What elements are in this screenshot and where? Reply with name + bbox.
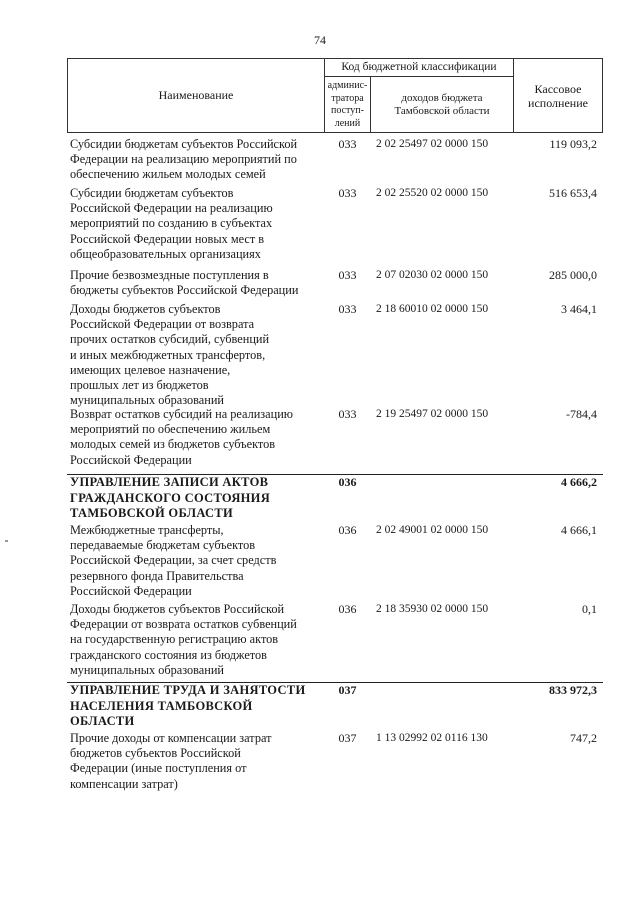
- row-amount: 4 666,2: [561, 475, 597, 489]
- row-name-line: УПРАВЛЕНИЕ ТРУДА И ЗАНЯТОСТИ: [70, 683, 306, 697]
- row-name-line: мероприятий по обеспечению жильем: [70, 422, 271, 437]
- row-name: [70, 683, 332, 730]
- row-amount: 4 666,1: [561, 523, 597, 537]
- header-admin: [324, 76, 371, 133]
- row-name-line: Прочие безвозмездные поступления в: [70, 268, 269, 282]
- row-name-line: гражданского состояния из бюджетов: [70, 647, 267, 662]
- header-cash-line: Кассовое: [534, 81, 582, 96]
- row-name: [70, 186, 332, 262]
- row-name: [70, 137, 332, 183]
- row-amount: 119 093,2: [549, 137, 597, 151]
- row-name-line: обеспечению жильем молодых семей: [70, 167, 266, 182]
- row-name-line: Доходы бюджетов субъектов: [70, 302, 221, 316]
- table-header: [67, 58, 603, 133]
- row-admin-code: 037: [338, 683, 357, 697]
- row-admin-code: 033: [338, 137, 357, 151]
- row-amount: 0,1: [582, 602, 597, 616]
- header-admin-line: поступ-: [331, 105, 364, 116]
- row-name-line: Российской Федерации, за счет средств: [70, 553, 277, 568]
- row-admin-code: 037: [338, 731, 357, 745]
- row-admin-code: 033: [338, 302, 357, 316]
- row-admin-code: 033: [338, 268, 357, 282]
- section-divider: [67, 474, 603, 475]
- row-name: [70, 268, 332, 298]
- row-amount: 833 972,3: [549, 683, 597, 697]
- row-income-code: 1 13 02992 02 0116 130: [376, 732, 488, 744]
- row-income-code: 2 19 25497 02 0000 150: [376, 408, 489, 420]
- row-name-line: ГРАЖДАНСКОГО СОСТОЯНИЯ: [70, 490, 271, 505]
- row-name-line: муниципальных образований: [70, 662, 224, 677]
- row-admin-code: 036: [338, 602, 357, 616]
- row-name-line: бюджеты субъектов Российской Федерации: [70, 283, 299, 298]
- row-name-line: Российской Федерации новых мест в: [70, 231, 265, 246]
- row-name-line: НАСЕЛЕНИЯ ТАМБОВСКОЙ: [70, 698, 253, 713]
- row-amount: 747,2: [570, 731, 597, 745]
- row-name-line: прошлых лет из бюджетов: [70, 378, 209, 393]
- row-name-line: Федерации на реализацию мероприятий по: [70, 152, 297, 167]
- row-name: [70, 731, 332, 792]
- row-name-line: Российской Федерации: [70, 452, 192, 467]
- row-name-line: молодых семей из бюджетов субъектов: [70, 437, 276, 452]
- row-name-line: Российской Федерации на реализацию: [70, 201, 273, 216]
- row-name-line: Российской Федерации: [70, 583, 192, 598]
- row-admin-code: 036: [338, 523, 357, 537]
- row-income-code: 2 02 25497 02 0000 150: [376, 138, 489, 150]
- row-name-line: Прочие доходы от компенсации затрат: [70, 731, 272, 745]
- row-name-line: передаваемые бюджетам субъектов: [70, 538, 256, 553]
- row-name-line: Федерации (иные поступления от: [70, 761, 247, 776]
- row-amount: -784,4: [566, 407, 597, 421]
- header-income: [370, 76, 514, 133]
- row-name-line: Российской Федерации от возврата: [70, 317, 255, 332]
- header-income-line: доходов бюджета: [401, 91, 483, 104]
- row-admin-code: 036: [338, 475, 357, 489]
- row-name-line: компенсации затрат): [70, 776, 178, 791]
- row-name: [70, 475, 332, 522]
- scan-mark: [5, 540, 8, 542]
- row-income-code: 2 18 60010 02 0000 150: [376, 303, 489, 315]
- row-name-line: Субсидии бюджетам субъектов Российской: [70, 137, 298, 151]
- row-name-line: Доходы бюджетов субъектов Российской: [70, 602, 285, 616]
- row-income-code: 2 07 02030 02 0000 150: [376, 269, 489, 281]
- header-admin-line: админис-: [327, 80, 368, 91]
- row-income-code: 2 18 35930 02 0000 150: [376, 603, 489, 615]
- header-admin-line: тратора: [331, 92, 364, 104]
- header-admin-line: лений: [334, 117, 361, 129]
- row-name-line: ОБЛАСТИ: [70, 714, 135, 728]
- row-income-code: 2 02 49001 02 0000 150: [376, 524, 489, 536]
- row-name-line: ТАМБОВСКОЙ ОБЛАСТИ: [70, 506, 234, 520]
- page-number: 74: [314, 33, 326, 47]
- header-income-line: Тамбовской области: [394, 104, 490, 117]
- row-name-line: Межбюджетные трансферты,: [70, 523, 224, 537]
- row-amount: 3 464,1: [561, 302, 597, 316]
- row-name-line: Федерации от возврата остатков субвенций: [70, 617, 297, 632]
- row-name-line: Субсидии бюджетам субъектов: [70, 186, 234, 200]
- row-name-line: имеющих целевое назначение,: [70, 362, 231, 377]
- row-name: [70, 523, 332, 599]
- row-name: [70, 602, 332, 678]
- row-name-line: резервного фонда Правительства: [70, 568, 244, 583]
- row-name-line: на государственную регистрацию актов: [70, 632, 279, 647]
- row-name: [70, 302, 332, 408]
- row-name-line: Возврат остатков субсидий на реализацию: [70, 407, 293, 421]
- row-admin-code: 033: [338, 407, 357, 421]
- row-amount: 285 000,0: [549, 268, 597, 282]
- row-name-line: мероприятий по созданию в субъектах: [70, 216, 273, 231]
- row-name-line: УПРАВЛЕНИЕ ЗАПИСИ АКТОВ: [70, 475, 269, 489]
- row-income-code: 2 02 25520 02 0000 150: [376, 187, 489, 199]
- row-name: [70, 407, 332, 468]
- row-name-line: муниципальных образований: [70, 393, 224, 408]
- header-cash-line: исполнение: [528, 95, 588, 110]
- row-admin-code: 033: [338, 186, 357, 200]
- row-amount: 516 653,4: [549, 186, 597, 200]
- header-code-group: Код бюджетной классификации: [324, 58, 514, 77]
- row-name-line: общеобразовательных организациях: [70, 246, 261, 261]
- header-name: Наименование: [67, 58, 325, 133]
- row-name-line: прочих остатков субсидий, субвенций: [70, 332, 270, 347]
- header-cash: [513, 58, 603, 133]
- section-divider: [67, 682, 603, 683]
- row-name-line: и иных межбюджетных трансфертов,: [70, 347, 266, 362]
- row-name-line: бюджетов субъектов Российской: [70, 746, 241, 761]
